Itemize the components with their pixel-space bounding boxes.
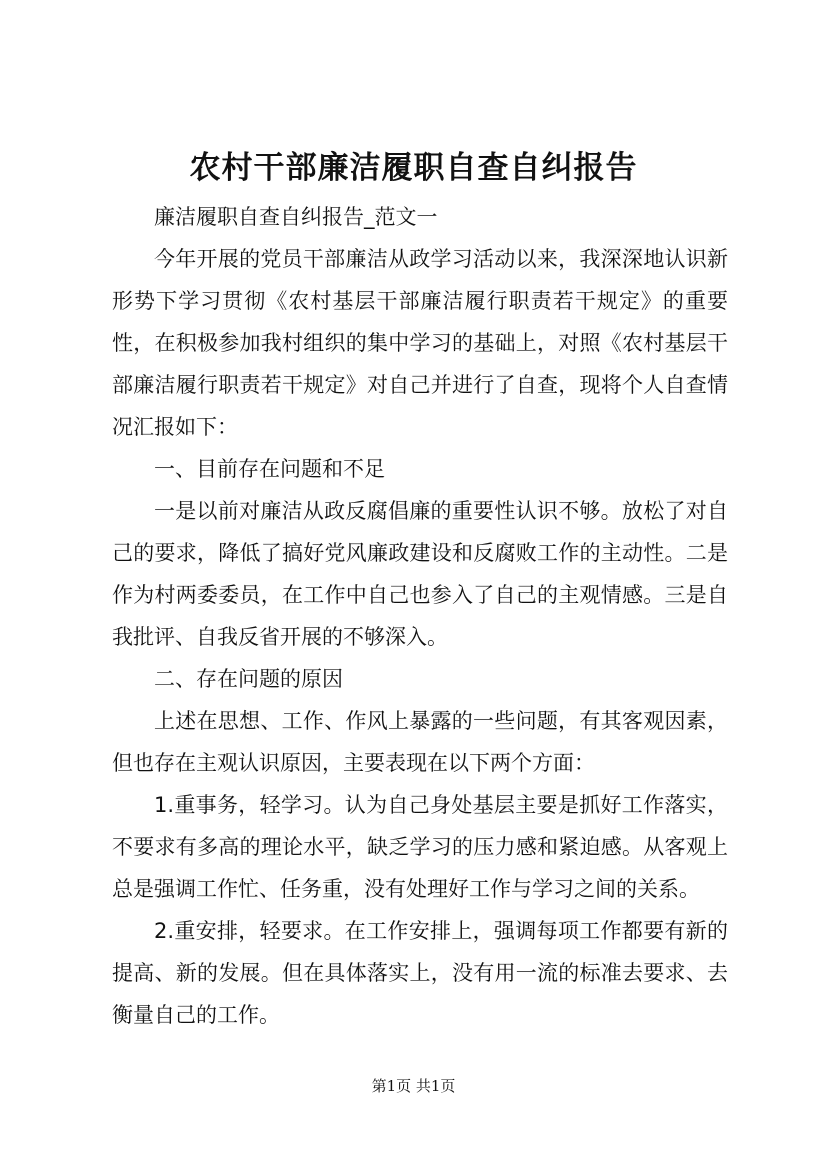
cause-item-2: 2.重安排，轻要求。在工作安排上，强调每项工作都要有新的提高、新的发展。但在具体落实上，没有用一流的标准去要求、去衡量自己的工作。 xyxy=(112,919,728,1027)
problems-paragraph: 一是以前对廉洁从政反腐倡廉的重要性认识不够。放松了对自己的要求，降低了搞好党风廉政建设和反腐败工作的主动性。二是作为村两委委员，在工作中自己也参入了自己的主观情感。三是自我批评、自我反省开展的不够深入。 xyxy=(112,499,728,649)
section-heading-causes: 二、存在问题的原因 xyxy=(154,667,343,691)
section-heading-problems: 一、目前存在问题和不足 xyxy=(154,457,385,481)
cause-item-1: 1.重事务，轻学习。认为自己身处基层主要是抓好工作落实，不要求有多高的理论水平，缺乏学习的压力感和紧迫感。从客观上总是强调工作忙、任务重，没有处理好工作与学习之间的关系。 xyxy=(112,793,728,901)
causes-intro-paragraph: 上述在思想、工作、作风上暴露的一些问题，有其客观因素，但也存在主观认识原因，主要表现在以下两个方面： xyxy=(112,709,728,775)
page-number-footer: 第1页 共1页 xyxy=(371,1077,456,1095)
intro-paragraph: 今年开展的党员干部廉洁从政学习活动以来，我深深地认识新形势下学习贯彻《农村基层干部廉洁履行职责若干规定》的重要性，在积极参加我村组织的集中学习的基础上，对照《农村基层干部廉洁履行职责若干规定》对自己并进行了自查，现将个人自查情况汇报如下： xyxy=(112,247,728,439)
document-title: 农村干部廉洁履职自查自纠报告 xyxy=(189,150,638,186)
document-subtitle: 廉洁履职自查自纠报告_范文一 xyxy=(154,205,438,229)
document-body xyxy=(112,196,728,1036)
